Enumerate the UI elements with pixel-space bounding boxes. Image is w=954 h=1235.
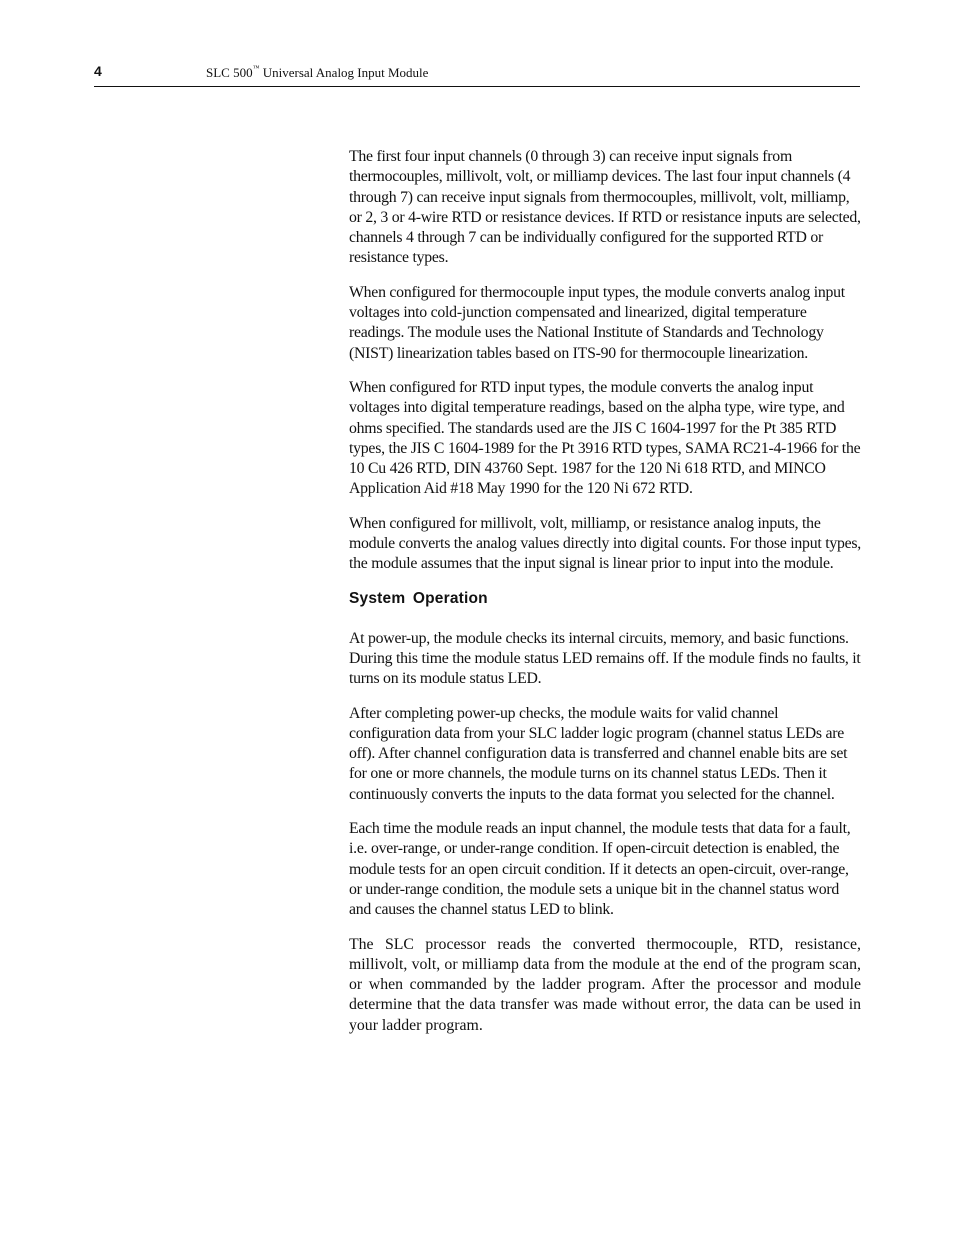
running-title-suffix: Universal Analog Input Module	[259, 65, 429, 80]
paragraph-power-up: At power-up, the module checks its internal circuits, memory, and basic functions. During this time the module status LED remains off. If the module finds no faults, it turns on its module status LED.	[349, 629, 861, 688]
section-heading-system-operation: System Operation	[349, 589, 488, 607]
paragraph-fault-detection: Each time the module reads an input channel, the module tests that data for a fault, i.e. over-range, or under-range condition. If open-circuit detection is enabled, the module tests for an open circuit condition. If it detects an open-circuit, over-range, or under-range condition, the module sets a unique bit in the channel status word and causes the channel status LED to blink.	[349, 820, 851, 919]
running-title-prefix: SLC 500	[206, 65, 253, 80]
paragraph-channel-config: After completing power-up checks, the module waits for valid channel configuration data from your SLC ladder logic program (channel status LEDs are off). After channel configuration data is transferred and channel enable bits are set for one or more channels, the module turns on its channel status LEDs. Then it continuously converts the inputs to the data format you selected for the channel.	[349, 704, 848, 803]
running-title	[206, 65, 428, 81]
paragraph-processor-read: The SLC processor reads the converted thermocouple, RTD, resistance, millivolt, volt, or milliamp data from the module at the end of the program scan, or when commanded by the ladder program. After the processor and module determine that the data transfer was made without error, the data can be used in your ladder program.	[349, 935, 861, 1034]
page-number: 4	[94, 63, 102, 79]
main-content	[349, 147, 861, 1050]
paragraph-thermocouple: When configured for thermocouple input types, the module converts analog input voltages into cold-junction compensated and linearized, digital temperature readings. The module uses the National Institute of Standards and Technology (NIST) linearization tables based on ITS-90 for thermocouple linearization.	[349, 283, 845, 362]
page-header	[94, 62, 860, 87]
paragraph-analog-inputs: When configured for millivolt, volt, milliamp, or resistance analog inputs, the module converts the analog values directly into digital counts. For those input types, the module assumes that the input signal is linear prior to input into the module.	[349, 514, 861, 573]
paragraph-rtd: When configured for RTD input types, the module converts the analog input voltages into digital temperature readings, based on the alpha type, wire type, and ohms specified. The standards used are the JIS C 1604-1997 for the Pt 385 RTD types, the JIS C 1604-1989 for the Pt 3916 RTD types, SAMA RC21-4-1966 for the 10 Cu 426 RTD, DIN 43760 Sept. 1987 for the 120 Ni 618 RTD, and MINCO Application Aid #18 May 1990 for the 120 Ni 672 RTD.	[349, 378, 861, 498]
trademark-symbol: ™	[252, 64, 260, 72]
paragraph-input-channels: The first four input channels (0 through 3) can receive input signals from thermocouples, millivolt, volt, or milliamp devices. The last four input channels (4 through 7) can receive input signals from thermocouples, millivolt, volt, milliamp, or 2, 3 or 4-wire RTD or resistance devices. If RTD or resistance inputs are selected, channels 4 through 7 can be individually configured for the supported RTD or resistance types.	[349, 148, 861, 267]
